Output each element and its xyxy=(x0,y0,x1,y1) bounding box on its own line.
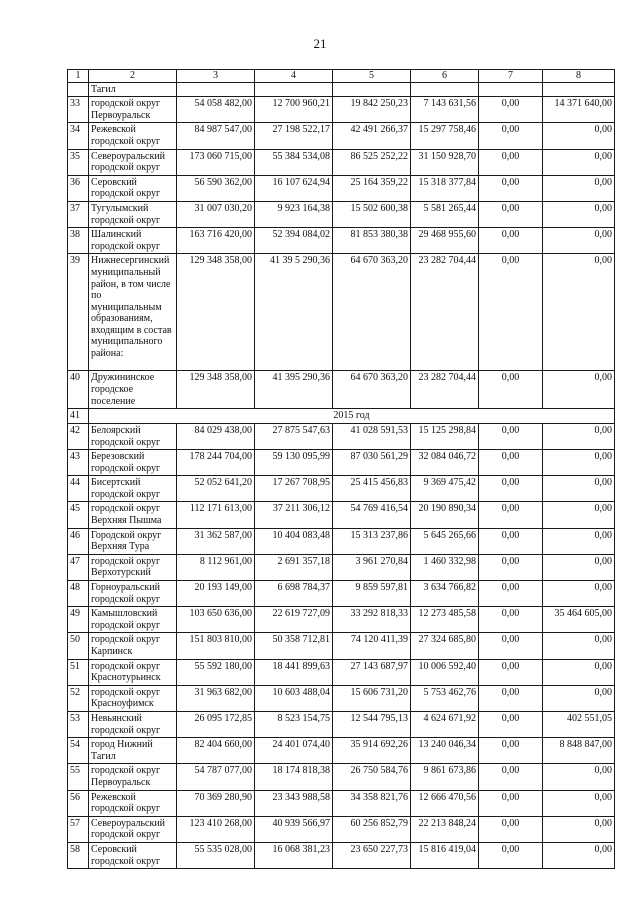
value-col-3: 129 348 358,00 xyxy=(177,254,255,371)
table-row xyxy=(68,123,615,149)
value-col-7: 0,00 xyxy=(479,371,543,409)
value-col-7: 0,00 xyxy=(479,633,543,659)
value-col-4: 55 384 534,08 xyxy=(255,149,333,175)
row-number: 53 xyxy=(68,711,89,737)
municipality-name: городской округ Карпинск xyxy=(89,633,177,659)
value-col-7: 0,00 xyxy=(479,842,543,868)
value-col-4: 12 700 960,21 xyxy=(255,97,333,123)
value-col-4: 2 691 357,18 xyxy=(255,554,333,580)
value-col-5: 74 120 411,39 xyxy=(333,633,411,659)
value-col-7: 0,00 xyxy=(479,607,543,633)
row-number: 49 xyxy=(68,607,89,633)
header-cell-8: 8 xyxy=(543,70,615,83)
table-row xyxy=(68,371,615,409)
value-col-5: 19 842 250,23 xyxy=(333,97,411,123)
row-number: 42 xyxy=(68,423,89,449)
row-number: 48 xyxy=(68,581,89,607)
header-cell-5: 5 xyxy=(333,70,411,83)
value-col-4: 41 39 5 290,36 xyxy=(255,254,333,371)
municipality-name: Режевской городской округ xyxy=(89,790,177,816)
value-col-7: 0,00 xyxy=(479,450,543,476)
value-col-6: 27 324 685,80 xyxy=(411,633,479,659)
value-col-6: 12 666 470,56 xyxy=(411,790,479,816)
value-col-5: 41 028 591,53 xyxy=(333,423,411,449)
value-col-8: 0,00 xyxy=(543,201,615,227)
row-number: 56 xyxy=(68,790,89,816)
value-col-3: 82 404 660,00 xyxy=(177,738,255,764)
value-col-6: 13 240 046,34 xyxy=(411,738,479,764)
value-col-3: 54 787 077,00 xyxy=(177,764,255,790)
row-number: 52 xyxy=(68,685,89,711)
table-row xyxy=(68,450,615,476)
value-col-4: 24 401 074,40 xyxy=(255,738,333,764)
table-body xyxy=(68,70,615,869)
table-row xyxy=(68,423,615,449)
row-number: 34 xyxy=(68,123,89,149)
empty-cell xyxy=(177,82,255,97)
value-col-5: 86 525 252,22 xyxy=(333,149,411,175)
value-col-8: 0,00 xyxy=(543,528,615,554)
table-row xyxy=(68,476,615,502)
municipality-name: Бисертский городской округ xyxy=(89,476,177,502)
municipality-name: городской округ Первоуральск xyxy=(89,764,177,790)
value-col-8: 0,00 xyxy=(543,790,615,816)
value-col-8: 0,00 xyxy=(543,123,615,149)
table-row xyxy=(68,790,615,816)
year-label: 2015 год xyxy=(89,409,615,424)
value-col-6: 12 273 485,58 xyxy=(411,607,479,633)
empty-cell xyxy=(255,82,333,97)
row-number: 47 xyxy=(68,554,89,580)
value-col-5: 9 859 597,81 xyxy=(333,581,411,607)
municipality-name: Невьянский городской округ xyxy=(89,711,177,737)
row-number: 41 xyxy=(68,409,89,424)
value-col-5: 25 415 456,83 xyxy=(333,476,411,502)
value-col-8: 402 551,05 xyxy=(543,711,615,737)
municipality-name: Нижнесергинский муниципальный район, в том числе по муниципальным образованиям, входящим в состав муниципального района: xyxy=(89,254,177,371)
empty-cell xyxy=(411,82,479,97)
row-number: 38 xyxy=(68,228,89,254)
value-col-7: 0,00 xyxy=(479,254,543,371)
value-col-7: 0,00 xyxy=(479,476,543,502)
value-col-7: 0,00 xyxy=(479,581,543,607)
value-col-6: 9 861 673,86 xyxy=(411,764,479,790)
value-col-5: 64 670 363,20 xyxy=(333,254,411,371)
header-cell-7: 7 xyxy=(479,70,543,83)
value-col-3: 84 029 438,00 xyxy=(177,423,255,449)
table-row xyxy=(68,554,615,580)
row-number: 40 xyxy=(68,371,89,409)
value-col-7: 0,00 xyxy=(479,764,543,790)
row-number: 39 xyxy=(68,254,89,371)
row-number: 36 xyxy=(68,175,89,201)
municipality-name: Режевской городской округ xyxy=(89,123,177,149)
header-cell-1: 1 xyxy=(68,70,89,83)
municipality-name: город Нижний Тагил xyxy=(89,738,177,764)
value-col-3: 26 095 172,85 xyxy=(177,711,255,737)
value-col-3: 31 963 682,00 xyxy=(177,685,255,711)
row-number: 37 xyxy=(68,201,89,227)
municipality-name: Серовский городской округ xyxy=(89,842,177,868)
value-col-3: 55 592 180,00 xyxy=(177,659,255,685)
municipality-name: Серовский городской округ xyxy=(89,175,177,201)
municipality-name: городской округ Красноуфимск xyxy=(89,685,177,711)
value-col-6: 29 468 955,60 xyxy=(411,228,479,254)
table-row xyxy=(68,738,615,764)
value-col-7: 0,00 xyxy=(479,554,543,580)
row-number xyxy=(68,82,89,97)
value-col-3: 151 803 810,00 xyxy=(177,633,255,659)
row-number: 54 xyxy=(68,738,89,764)
value-col-4: 10 404 083,48 xyxy=(255,528,333,554)
value-col-3: 178 244 704,00 xyxy=(177,450,255,476)
value-col-5: 12 544 795,13 xyxy=(333,711,411,737)
table-row xyxy=(68,201,615,227)
table-row xyxy=(68,228,615,254)
value-col-5: 15 313 237,86 xyxy=(333,528,411,554)
value-col-7: 0,00 xyxy=(479,685,543,711)
municipality-name: Горноуральский городской округ xyxy=(89,581,177,607)
row-number: 44 xyxy=(68,476,89,502)
value-col-7: 0,00 xyxy=(479,738,543,764)
value-col-8: 0,00 xyxy=(543,149,615,175)
value-col-8: 0,00 xyxy=(543,816,615,842)
value-col-7: 0,00 xyxy=(479,149,543,175)
table-row xyxy=(68,607,615,633)
row-number: 57 xyxy=(68,816,89,842)
value-col-5: 26 750 584,76 xyxy=(333,764,411,790)
value-col-6: 1 460 332,98 xyxy=(411,554,479,580)
value-col-5: 15 606 731,20 xyxy=(333,685,411,711)
value-col-7: 0,00 xyxy=(479,659,543,685)
table-row xyxy=(68,633,615,659)
value-col-8: 0,00 xyxy=(543,175,615,201)
value-col-4: 17 267 708,95 xyxy=(255,476,333,502)
value-col-4: 41 395 290,36 xyxy=(255,371,333,409)
value-col-4: 18 174 818,38 xyxy=(255,764,333,790)
municipality-name: Шалинский городской округ xyxy=(89,228,177,254)
header-row xyxy=(68,70,615,83)
value-col-3: 173 060 715,00 xyxy=(177,149,255,175)
value-col-4: 16 107 624,94 xyxy=(255,175,333,201)
value-col-6: 15 297 758,46 xyxy=(411,123,479,149)
value-col-3: 56 590 362,00 xyxy=(177,175,255,201)
value-col-5: 27 143 687,97 xyxy=(333,659,411,685)
value-col-8: 0,00 xyxy=(543,254,615,371)
municipality-name: Камышловский городской округ xyxy=(89,607,177,633)
value-col-5: 64 670 363,20 xyxy=(333,371,411,409)
row-number: 51 xyxy=(68,659,89,685)
value-col-8: 0,00 xyxy=(543,502,615,528)
value-col-3: 54 058 482,00 xyxy=(177,97,255,123)
row-number: 46 xyxy=(68,528,89,554)
row-number: 43 xyxy=(68,450,89,476)
municipality-name: городской округ Верхняя Пышма xyxy=(89,502,177,528)
value-col-8: 0,00 xyxy=(543,842,615,868)
value-col-8: 0,00 xyxy=(543,764,615,790)
value-col-3: 70 369 280,90 xyxy=(177,790,255,816)
value-col-3: 52 052 641,20 xyxy=(177,476,255,502)
value-col-6: 15 318 377,84 xyxy=(411,175,479,201)
table-row xyxy=(68,502,615,528)
value-col-4: 9 923 164,38 xyxy=(255,201,333,227)
value-col-7: 0,00 xyxy=(479,175,543,201)
value-col-6: 20 190 890,34 xyxy=(411,502,479,528)
value-col-3: 163 716 420,00 xyxy=(177,228,255,254)
municipality-name: городской округ Первоуральск xyxy=(89,97,177,123)
table-row xyxy=(68,816,615,842)
value-col-6: 7 143 631,56 xyxy=(411,97,479,123)
table-row xyxy=(68,711,615,737)
municipality-name: Североуральский городской округ xyxy=(89,816,177,842)
header-cell-4: 4 xyxy=(255,70,333,83)
page-number: 21 xyxy=(313,36,327,51)
value-col-6: 15 125 298,84 xyxy=(411,423,479,449)
table-row xyxy=(68,528,615,554)
municipality-name: Североуральский городской округ xyxy=(89,149,177,175)
value-col-3: 84 987 547,00 xyxy=(177,123,255,149)
row-number: 33 xyxy=(68,97,89,123)
value-col-3: 31 007 030,20 xyxy=(177,201,255,227)
value-col-8: 0,00 xyxy=(543,450,615,476)
value-col-8: 8 848 847,00 xyxy=(543,738,615,764)
value-col-3: 112 171 613,00 xyxy=(177,502,255,528)
budget-table xyxy=(67,69,615,869)
value-col-6: 3 634 766,82 xyxy=(411,581,479,607)
value-col-6: 5 753 462,76 xyxy=(411,685,479,711)
value-col-5: 81 853 380,38 xyxy=(333,228,411,254)
value-col-4: 18 441 899,63 xyxy=(255,659,333,685)
value-col-8: 0,00 xyxy=(543,554,615,580)
value-col-6: 22 213 848,24 xyxy=(411,816,479,842)
value-col-5: 42 491 266,37 xyxy=(333,123,411,149)
header-cell-2: 2 xyxy=(89,70,177,83)
value-col-6: 32 084 046,72 xyxy=(411,450,479,476)
value-col-5: 54 769 416,54 xyxy=(333,502,411,528)
value-col-8: 0,00 xyxy=(543,581,615,607)
value-col-5: 23 650 227,73 xyxy=(333,842,411,868)
value-col-3: 31 362 587,00 xyxy=(177,528,255,554)
value-col-6: 31 150 928,70 xyxy=(411,149,479,175)
value-col-8: 0,00 xyxy=(543,371,615,409)
value-col-3: 20 193 149,00 xyxy=(177,581,255,607)
value-col-6: 5 645 265,66 xyxy=(411,528,479,554)
municipality-name: Белоярский городской округ xyxy=(89,423,177,449)
municipality-name: Дружининское городское поселение xyxy=(89,371,177,409)
value-col-8: 0,00 xyxy=(543,659,615,685)
value-col-4: 23 343 988,58 xyxy=(255,790,333,816)
value-col-6: 23 282 704,44 xyxy=(411,254,479,371)
value-col-6: 23 282 704,44 xyxy=(411,371,479,409)
table-row xyxy=(68,581,615,607)
value-col-5: 87 030 561,29 xyxy=(333,450,411,476)
municipality-name: Березовский городской округ xyxy=(89,450,177,476)
value-col-8: 0,00 xyxy=(543,476,615,502)
value-col-4: 50 358 712,81 xyxy=(255,633,333,659)
value-col-5: 60 256 852,79 xyxy=(333,816,411,842)
value-col-7: 0,00 xyxy=(479,711,543,737)
table-row xyxy=(68,659,615,685)
table-row xyxy=(68,764,615,790)
value-col-8: 0,00 xyxy=(543,228,615,254)
header-cell-6: 6 xyxy=(411,70,479,83)
value-col-3: 8 112 961,00 xyxy=(177,554,255,580)
value-col-5: 3 961 270,84 xyxy=(333,554,411,580)
municipality-name: Тугулымский городской округ xyxy=(89,201,177,227)
empty-cell xyxy=(543,82,615,97)
value-col-5: 33 292 818,33 xyxy=(333,607,411,633)
municipality-name: Тагил xyxy=(89,82,177,97)
value-col-6: 4 624 671,92 xyxy=(411,711,479,737)
value-col-5: 25 164 359,22 xyxy=(333,175,411,201)
table-row xyxy=(68,97,615,123)
municipality-name: городской округ Верхотурский xyxy=(89,554,177,580)
value-col-3: 103 650 636,00 xyxy=(177,607,255,633)
value-col-8: 35 464 605,00 xyxy=(543,607,615,633)
value-col-4: 37 211 306,12 xyxy=(255,502,333,528)
header-cell-3: 3 xyxy=(177,70,255,83)
row-number: 50 xyxy=(68,633,89,659)
value-col-6: 5 581 265,44 xyxy=(411,201,479,227)
table-row xyxy=(68,149,615,175)
value-col-7: 0,00 xyxy=(479,123,543,149)
value-col-5: 15 502 600,38 xyxy=(333,201,411,227)
table-row xyxy=(68,254,615,371)
row-number: 45 xyxy=(68,502,89,528)
value-col-3: 129 348 358,00 xyxy=(177,371,255,409)
value-col-7: 0,00 xyxy=(479,97,543,123)
value-col-8: 14 371 640,00 xyxy=(543,97,615,123)
value-col-6: 15 816 419,04 xyxy=(411,842,479,868)
row-number: 35 xyxy=(68,149,89,175)
value-col-7: 0,00 xyxy=(479,228,543,254)
table-row xyxy=(68,175,615,201)
empty-cell xyxy=(333,82,411,97)
value-col-4: 16 068 381,23 xyxy=(255,842,333,868)
continuation-row xyxy=(68,82,615,97)
municipality-name: Городской округ Верхняя Тура xyxy=(89,528,177,554)
value-col-8: 0,00 xyxy=(543,423,615,449)
table-row xyxy=(68,842,615,868)
value-col-7: 0,00 xyxy=(479,502,543,528)
value-col-8: 0,00 xyxy=(543,633,615,659)
row-number: 58 xyxy=(68,842,89,868)
value-col-4: 8 523 154,75 xyxy=(255,711,333,737)
value-col-7: 0,00 xyxy=(479,528,543,554)
value-col-8: 0,00 xyxy=(543,685,615,711)
value-col-4: 27 875 547,63 xyxy=(255,423,333,449)
value-col-7: 0,00 xyxy=(479,423,543,449)
value-col-3: 55 535 028,00 xyxy=(177,842,255,868)
value-col-5: 34 358 821,76 xyxy=(333,790,411,816)
empty-cell xyxy=(479,82,543,97)
value-col-4: 40 939 566,97 xyxy=(255,816,333,842)
year-row xyxy=(68,409,615,424)
value-col-4: 27 198 522,17 xyxy=(255,123,333,149)
municipality-name: городской округ Краснотурьинск xyxy=(89,659,177,685)
value-col-6: 10 006 592,40 xyxy=(411,659,479,685)
value-col-4: 52 394 084,02 xyxy=(255,228,333,254)
value-col-4: 10 603 488,04 xyxy=(255,685,333,711)
value-col-7: 0,00 xyxy=(479,816,543,842)
value-col-7: 0,00 xyxy=(479,790,543,816)
value-col-4: 22 619 727,09 xyxy=(255,607,333,633)
row-number: 55 xyxy=(68,764,89,790)
value-col-6: 9 369 475,42 xyxy=(411,476,479,502)
value-col-4: 59 130 095,99 xyxy=(255,450,333,476)
value-col-7: 0,00 xyxy=(479,201,543,227)
value-col-5: 35 914 692,26 xyxy=(333,738,411,764)
value-col-4: 6 698 784,37 xyxy=(255,581,333,607)
value-col-3: 123 410 268,00 xyxy=(177,816,255,842)
table-row xyxy=(68,685,615,711)
